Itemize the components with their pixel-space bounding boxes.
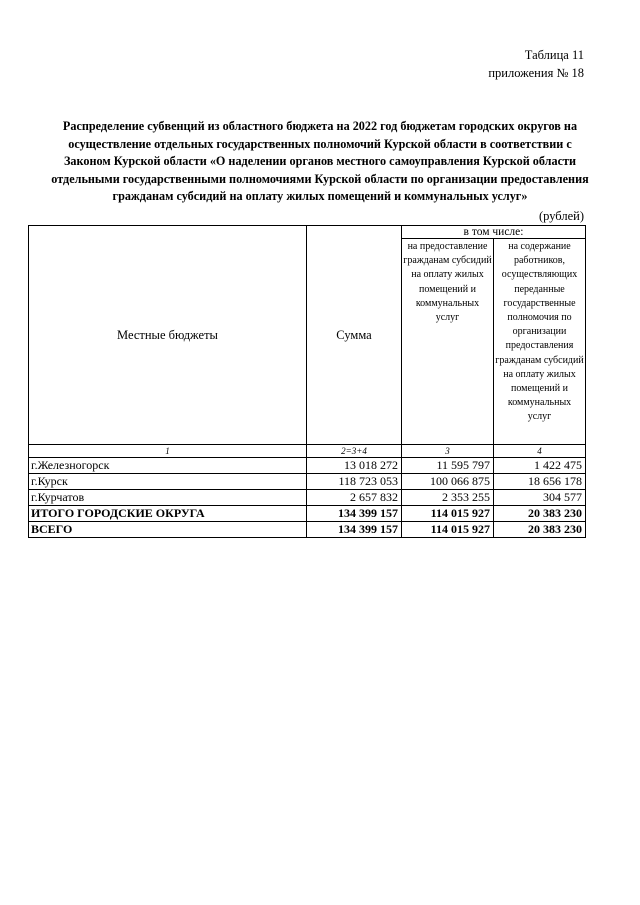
total-name: ИТОГО ГОРОДСКИЕ ОКРУГА: [29, 506, 307, 522]
table-label: Таблица 11: [524, 48, 584, 62]
header-local-budgets: Местные бюджеты: [29, 226, 307, 445]
appendix-label: приложения № 18: [488, 66, 584, 80]
total-row: [29, 506, 586, 522]
row-name: г.Железногорск: [29, 458, 307, 474]
column-number: 1: [29, 445, 307, 458]
row-sub1: 2 353 255: [402, 490, 494, 506]
title-line: осуществление отдельных государственных полномочий Курской области в соответствии с: [68, 136, 572, 151]
column-number: 3: [402, 445, 494, 458]
row-name: г.Курск: [29, 474, 307, 490]
document-title: [30, 118, 610, 206]
title-line: отдельными государственными полномочиями Курской области по организации предоставления: [51, 171, 589, 186]
grand-total-name: ВСЕГО: [29, 522, 307, 538]
row-sub2: 1 422 475: [494, 458, 586, 474]
row-sub2: 18 656 178: [494, 474, 586, 490]
total-sub1: 114 015 927: [402, 506, 494, 522]
row-name: г.Курчатов: [29, 490, 307, 506]
header-sum: Сумма: [307, 226, 402, 445]
column-number: 2=3+4: [307, 445, 402, 458]
grand-total-sub2: 20 383 230: [494, 522, 586, 538]
title-line: Законом Курской области «О наделении органов местного самоуправления Курской области: [63, 154, 577, 168]
title-line: гражданам субсидий на оплату жилых помещений и коммунальных услуг»: [112, 189, 528, 203]
row-sum: 118 723 053: [307, 474, 402, 490]
row-sub1: 100 066 875: [402, 474, 494, 490]
total-sum: 134 399 157: [307, 506, 402, 522]
grand-total-sum: 134 399 157: [307, 522, 402, 538]
header-subsidies: на предоставление гражданам субсидий на оплату жилых помещений и коммунальных услуг: [402, 239, 494, 445]
header-including: в том числе:: [402, 226, 586, 239]
grand-total-row: [29, 522, 586, 538]
total-sub2: 20 383 230: [494, 506, 586, 522]
appendix-reference: [488, 46, 584, 82]
table-row: [29, 490, 586, 506]
title-line: Распределение субвенций из областного бюджета на 2022 год бюджетам городских округов на: [62, 119, 578, 133]
row-sub2: 304 577: [494, 490, 586, 506]
unit-label: (рублей): [538, 209, 584, 223]
table-row: [29, 474, 586, 490]
subventions-table: [28, 225, 586, 538]
grand-total-sub1: 114 015 927: [402, 522, 494, 538]
header-staff-maintenance: на содержание работников, осуществляющих переданные государственные полномочия по организации предоставления гражданам субсидий на оплату жилых помещений и коммунальных услуг: [494, 239, 586, 445]
column-number: 4: [494, 445, 586, 458]
row-sub1: 11 595 797: [402, 458, 494, 474]
row-sum: 2 657 832: [307, 490, 402, 506]
row-sum: 13 018 272: [307, 458, 402, 474]
table-row: [29, 458, 586, 474]
